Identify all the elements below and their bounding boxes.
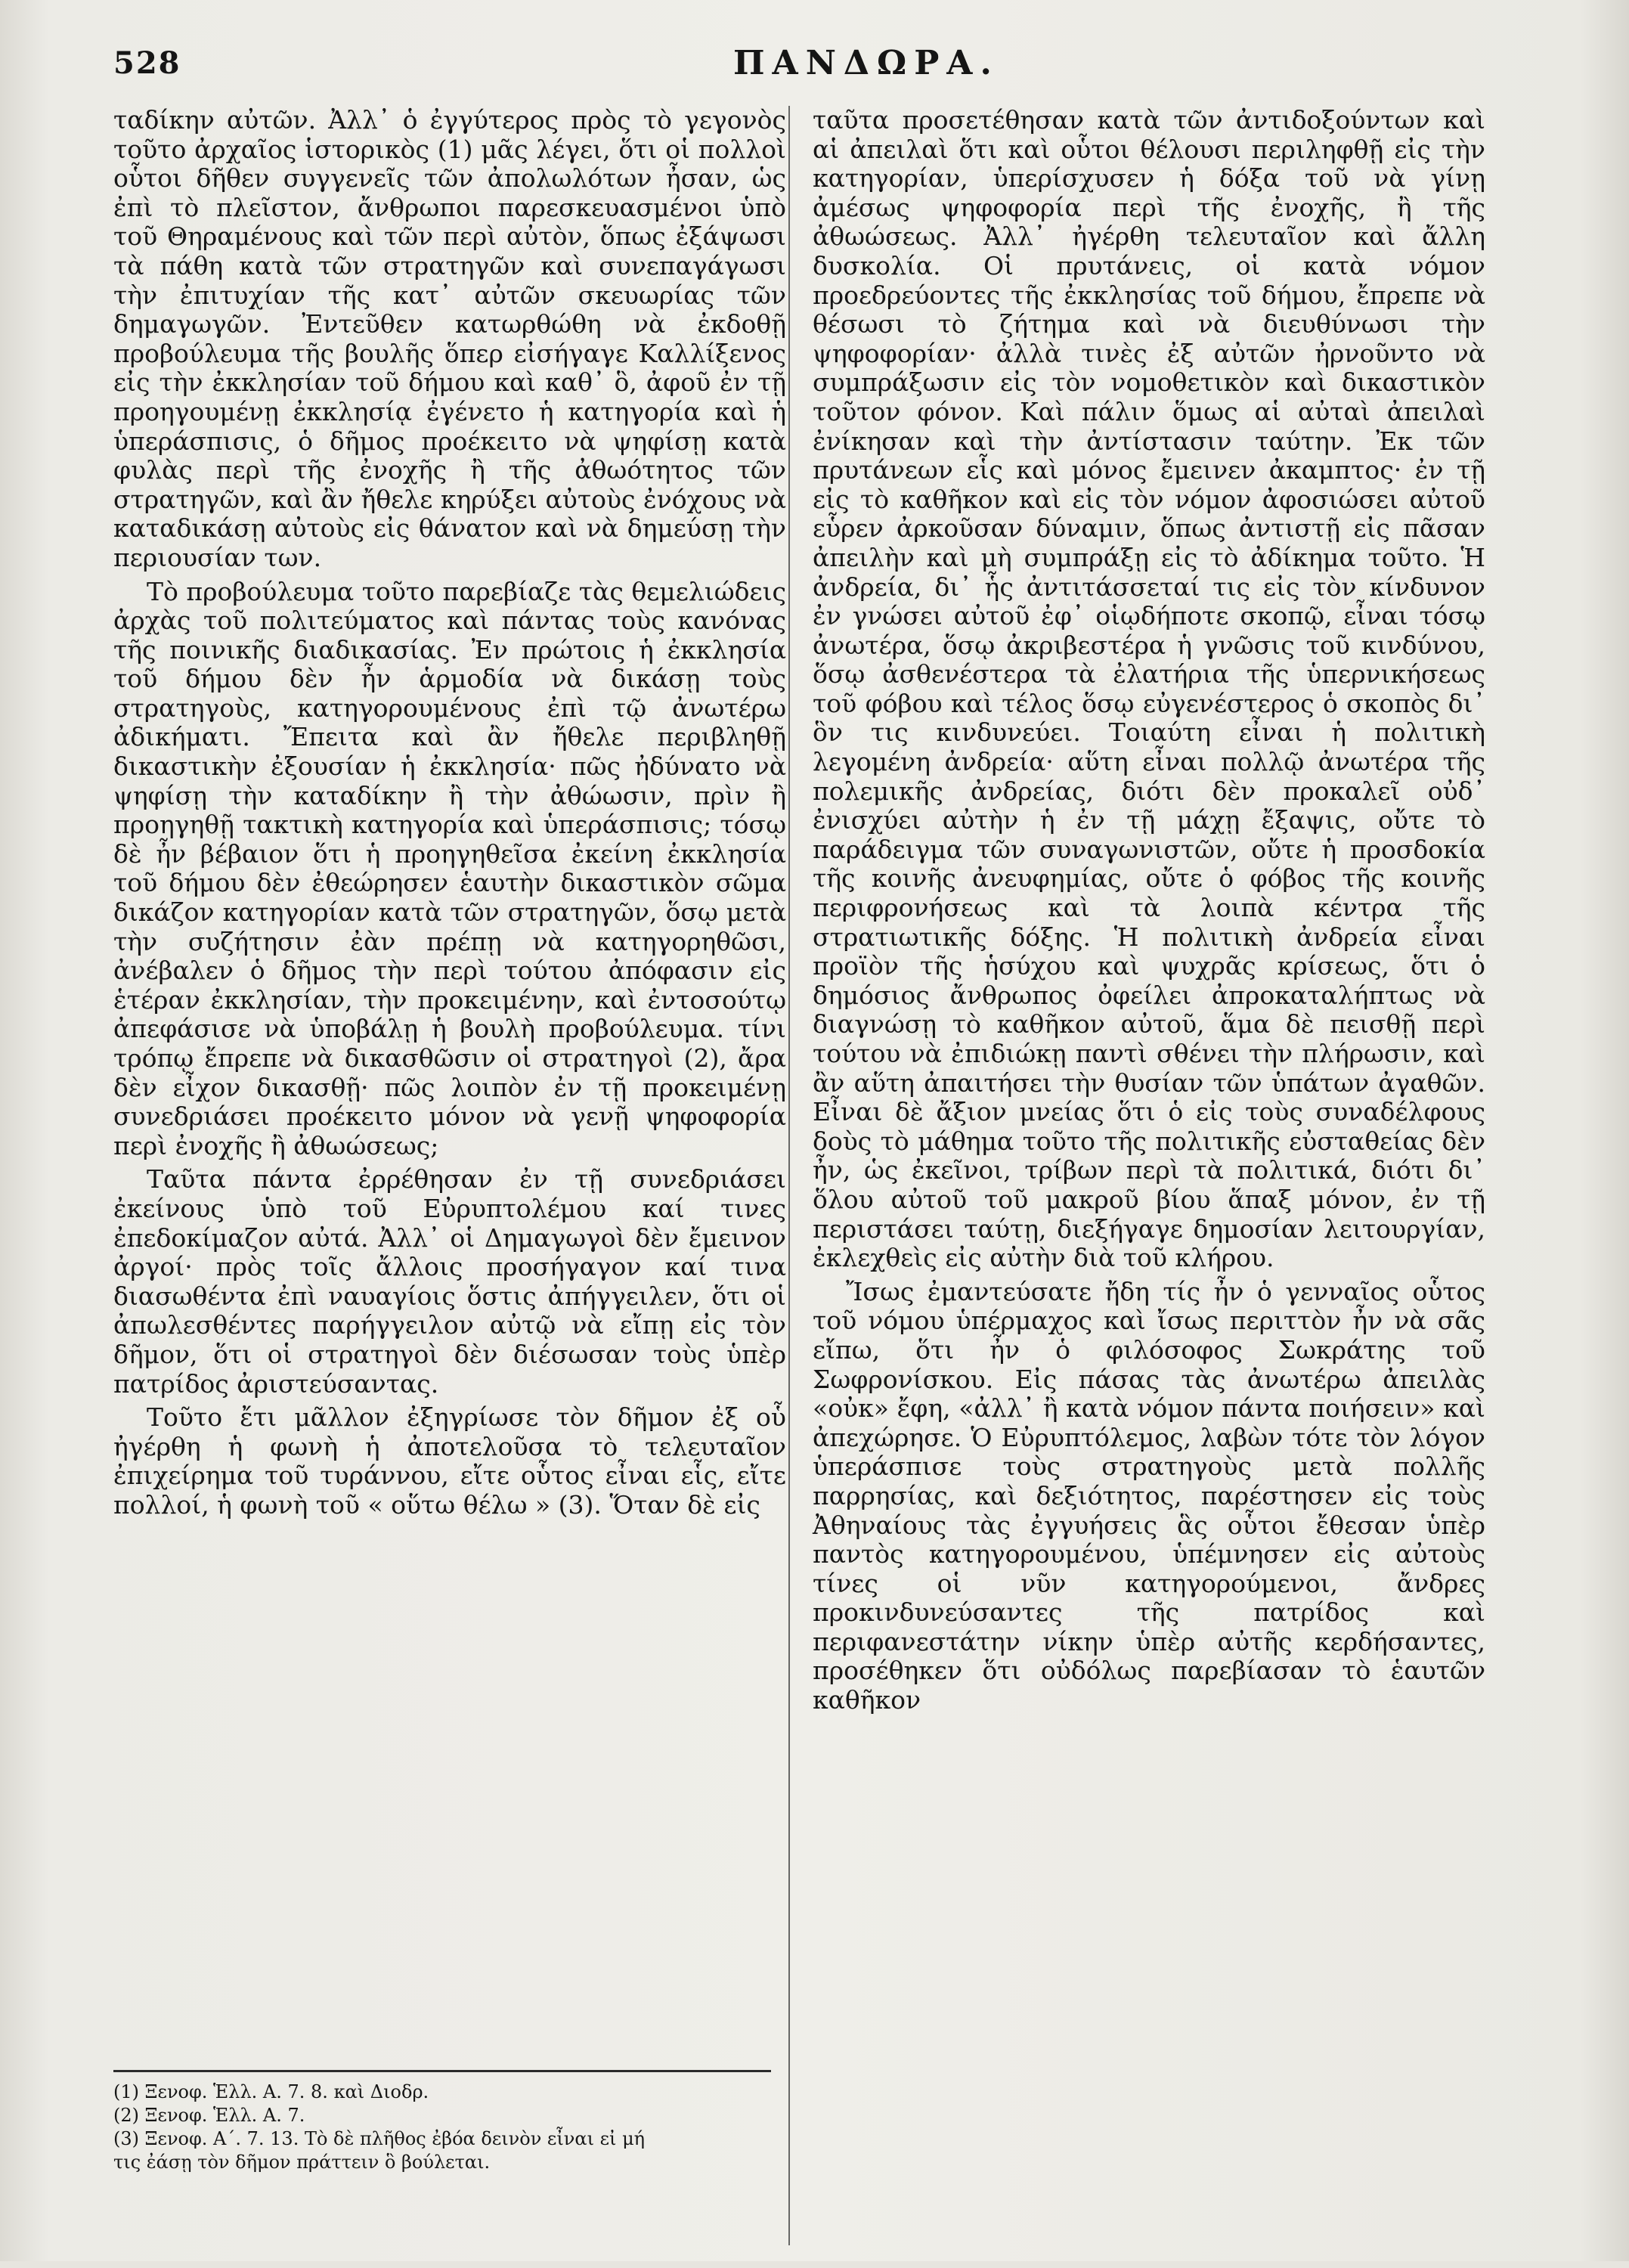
paragraph: Τοῦτο ἔτι μᾶλλον ἐξηγρίωσε τὸν δῆμον ἐξ οὗ ἠγέρθη ἡ φωνὴ ἡ ἀποτελοῦσα τὸ τελευταῖον ἐπιχείρημα τοῦ τυράννου, εἴτε οὗτος εἶναι εἷς, εἴτε πολλοί, ἡ φωνὴ τοῦ « οὕτω θέλω » (3). Ὅταν δὲ εἰς	[113, 1402, 786, 1520]
paragraph: ταῦτα προσετέθησαν κατὰ τῶν ἀντιδοξούντων καὶ αἱ ἀπειλαὶ ὅτι καὶ οὗτοι θέλουσι περιληφθῇ εἰς τὴν κατηγορίαν, ὑπερίσχυσεν ἡ δόξα τοῦ νὰ γίνῃ ἀμέσως ψηφοφορία περὶ τῆς ἐνοχῆς, ἢ τῆς ἀθωώσεως. Ἀλλ᾽ ἠγέρθη τελευταῖον καὶ ἄλλη δυσκολία. Οἱ πρυτάνεις, οἱ κατὰ νόμον προεδρεύοντες τῆς ἐκκλησίας τοῦ δήμου, ἔπρεπε νὰ θέσωσι τὸ ζήτημα καὶ νὰ διευθύνωσι τὴν ψηφοφορίαν· ἀλλὰ τινὲς ἐξ αὐτῶν ἠρνοῦντο νὰ συμπράξωσιν εἰς τὸν νομοθετικὸν καὶ δικαστικὸν τοῦτον φόνον. Καὶ πάλιν ὅμως αἱ αὐταὶ ἀπειλαὶ ἐνίκησαν καὶ τὴν ἀντίστασιν ταύτην. Ἐκ τῶν πρυτάνεων εἷς καὶ μόνος ἔμεινεν ἀκαμπτος· ἐν τῇ εἰς τὸ καθῆκον καὶ εἰς τὸν νόμον ἀφοσιώσει αὐτοῦ εὗρεν ἀρκοῦσαν δύναμιν, ὅπως ἀντιστῇ εἰς πᾶσαν ἀπειλὴν καὶ μὴ συμπράξῃ εἰς τὸ ἀδίκημα τοῦτο. Ἡ ἀνδρεία, δι᾽ ἧς ἀντιτάσσεταί τις εἰς τὸν κίνδυνον ἐν γνώσει αὐτοῦ ἐφ᾽ οἱῳδήποτε σκοπῷ, εἶναι τόσῳ ἀνωτέρα, ὅσῳ ἀκριβεστέρα ἡ γνῶσις τοῦ κινδύνου, ὅσῳ ἀσθενέστερα τὰ ἐλατήρια τῆς ὑπερνικήσεως τοῦ φόβου καὶ τέλος ὅσῳ εὐγενέστερος ὁ σκοπὸς δι᾽ ὃν τις κινδυνεύει. Τοιαύτη εἶναι ἡ πολιτικὴ λεγομένη ἀνδρεία· αὕτη εἶναι πολλῷ ἀνωτέρα τῆς πολεμικῆς ἀνδρείας, διότι δὲν προκαλεῖ οὐδ᾽ ἐνισχύει αὐτὴν ἡ ἐν τῇ μάχῃ ἔξαψις, οὔτε τὸ παράδειγμα τῶν συναγωνιστῶν, οὔτε ἡ προσδοκία τῆς κοινῆς ἀνευφημίας, οὔτε ὁ φόβος τῆς κοινῆς περιφρονήσεως καὶ τὰ λοιπὰ κέντρα τῆς στρατιωτικῆς δόξης. Ἡ πολιτικὴ ἀνδρεία εἶναι προϊὸν τῆς ἡσύχου καὶ ψυχρᾶς κρίσεως, ὅτι ὁ δημόσιος ἄνθρωπος ὀφείλει ἀπροκαταλήπτως νὰ διαγνώσῃ τὸ καθῆκον αὐτοῦ, ἅμα δὲ πεισθῇ περὶ τούτου νὰ ἐπιδιώκῃ παντὶ σθένει τὴν πλήρωσιν, καὶ ἂν αὕτη ἀπαιτήσει τὴν θυσίαν τῶν ὑπάτων ἀγαθῶν. Εἶναι δὲ ἄξιον μνείας ὅτι ὁ εἰς τοὺς συναδέλφους δοὺς τὸ μάθημα τοῦτο τῆς πολιτικῆς εὐσταθείας δὲν ἦν, ὡς ἐκεῖνοι, τρίβων περὶ τὰ πολιτικά, διότι δι᾽ ὅλου αὐτοῦ τοῦ μακροῦ βίου ἅπαξ μόνον, ἐν τῇ περιστάσει ταύτῃ, διεξήγαγε δημοσίαν λειτουργίαν, ἐκλεχθεὶς εἰς αὐτὴν διὰ τοῦ κλήρου.	[813, 105, 1485, 1273]
paragraph: ταδίκην αὐτῶν. Ἀλλ᾽ ὁ ἐγγύτερος πρὸς τὸ γεγονὸς τοῦτο ἀρχαῖος ἱστορικὸς (1) μᾶς λέγει, ὅτι οἱ πολλοὶ οὗτοι δῆθεν συγγενεῖς τῶν ἀπολωλότων ἦσαν, ὡς ἐπὶ τὸ πλεῖστον, ἄνθρωποι παρεσκευασμένοι ὑπὸ τοῦ Θηραμένους καὶ τῶν περὶ αὐτὸν, ὅπως ἐξάψωσι τὰ πάθη κατὰ τῶν στρατηγῶν καὶ συνεπαγάγωσι τὴν ἐπιτυχίαν τῆς κατ᾽ αὐτῶν σκευωρίας τῶν δημαγωγῶν. Ἐντεῦθεν κατωρθώθη νὰ ἐκδοθῇ προβούλευμα τῆς βουλῆς ὅπερ εἰσήγαγε Καλλίξενος εἰς τὴν ἐκκλησίαν τοῦ δήμου καὶ καθ᾽ ὃ, ἀφοῦ ἐν τῇ προηγουμένῃ ἐκκλησίᾳ ἐγένετο ἡ κατηγορία καὶ ἡ ὑπεράσπισις, ὁ δῆμος προέκειτο νὰ ψηφίσῃ κατὰ φυλὰς περὶ τῆς ἐνοχῆς ἢ τῆς ἀθωότητος τῶν στρατηγῶν, καὶ ἂν ἤθελε κηρύξει αὐτοὺς ἐνόχους νὰ καταδικάσῃ αὐτοὺς εἰς θάνατον καὶ νὰ δημεύσῃ τὴν περιουσίαν των.	[113, 105, 786, 572]
footnotes	[113, 2081, 779, 2174]
page-header	[113, 38, 1451, 83]
footnote-3: (3) Ξενοφ. Α΄. 7. 13. Τὸ δὲ πλῆθος ἐβόα δεινὸν εἶναι εἰ μή	[113, 2128, 646, 2149]
right-column	[813, 106, 1485, 2268]
footnote-1: (1) Ξενοφ. Ἑλλ. Α. 7. 8. καὶ Διοδρ.	[113, 2081, 429, 2102]
paragraph: Τὸ προβούλευμα τοῦτο παρεβίαζε τὰς θεμελιώδεις ἀρχὰς τοῦ πολιτεύματος καὶ πάντας τοὺς κανόνας τῆς ποινικῆς διαδικασίας. Ἐν πρώτοις ἡ ἐκκλησία τοῦ δήμου δὲν ἦν ἁρμοδία νὰ δικάσῃ τοὺς στρατηγοὺς, κατηγορουμένους ἐπὶ τῷ ἀνωτέρω ἀδικήματι. Ἔπειτα καὶ ἂν ἤθελε περιβληθῇ δικαστικὴν ἐξουσίαν ἡ ἐκκλησία· πῶς ἠδύνατο νὰ ψηφίσῃ τὴν καταδίκην ἢ τὴν ἀθώωσιν, πρὶν ἢ προηγηθῇ τακτικὴ κατηγορία καὶ ὑπεράσπισις; τόσῳ δὲ ἦν βέβαιον ὅτι ἡ προηγηθεῖσα ἐκείνη ἐκκλησία τοῦ δήμου δὲν ἐθεώρησεν ἑαυτὴν δικαστικὸν σῶμα δικάζον κατηγορίαν κατὰ τῶν στρατηγῶν, ὅσῳ μετὰ τὴν συζήτησιν ἐὰν πρέπῃ νὰ κατηγορηθῶσι, ἀνέβαλεν ὁ δῆμος τὴν περὶ τούτου ἀπόφασιν εἰς ἑτέραν ἐκκλησίαν, τὴν προκειμένην, καὶ ἐντοσούτῳ ἀπεφάσισε νὰ ὑποβάλῃ ἡ βουλὴ προβούλευμα. τίνι τρόπῳ ἔπρεπε νὰ δικασθῶσιν οἱ στρατηγοὶ (2), ἄρα δὲν εἶχον δικασθῇ· πῶς λοιπὸν ἐν τῇ προκειμένῃ συνεδριάσει προέκειτο μόνον νὰ γενῇ ψηφοφορία περὶ ἐνοχῆς ἢ ἀθωώσεως;	[113, 576, 786, 1160]
footnote-2: (2) Ξενοφ. Ἑλλ. Α. 7.	[113, 2105, 305, 2126]
paragraph: Ταῦτα πάντα ἐρρέθησαν ἐν τῇ συνεδριάσει ἐκείνους ὑπὸ τοῦ Εὐρυπτολέμου καί τινες ἐπεδοκίμαζον αὐτά. Ἀλλ᾽ οἱ Δημαγωγοὶ δὲν ἔμεινον ἀργοί· πρὸς τοῖς ἄλλοις προσήγαγον καί τινα διασωθέντα ἐπὶ ναυαγίοις ὅστις ἀπήγγειλεν, ὅτι οἱ ἀπωλεσθέντες παρήγγειλον αὐτῷ νὰ εἴπῃ εἰς τὸν δῆμον, ὅτι οἱ στρατηγοὶ δὲν διέσωσαν τοὺς ὑπὲρ πατρίδος ἀριστεύσαντας.	[113, 1164, 786, 1399]
running-title: ΠΑΝΔΩΡΑ.	[733, 44, 999, 82]
footnote-3-continued: τις ἐάσῃ τὸν δῆμον πράττειν ὃ βούλεται.	[113, 2152, 491, 2173]
paragraph: Ἴσως ἐμαντεύσατε ἤδη τίς ἦν ὁ γενναῖος οὗτος τοῦ νόμου ὑπέρμαχος καὶ ἴσως περιττὸν ἦν νὰ σᾶς εἴπω, ὅτι ἦν ὁ φιλόσοφος Σωκράτης τοῦ Σωφρονίσκου. Εἰς πάσας τὰς ἀνωτέρω ἀπειλὰς «οὐκ» ἔφη, «ἀλλ᾽ ἢ κατὰ νόμον πάντα ποιήσειν» καὶ ἀπεχώρησε. Ὁ Εὐρυπτόλεμος, λαβὼν τότε τὸν λόγον ὑπεράσπισε τοὺς στρατηγοὺς μετὰ πολλῆς παρρησίας, καὶ δεξιότητος, παρέστησεν εἰς τοὺς Ἀθηναίους τὰς ἐγγυήσεις ἃς οὗτοι ἔθεσαν ὑπὲρ παντὸς κατηγορουμένου, ὑπέμνησεν εἰς αὐτοὺς τίνες οἱ νῦν κατηγορούμενοι, ἄνδρες προκινδυνεύσαντες τῆς πατρίδος καὶ περιφανεστάτην νίκην ὑπὲρ αὐτῆς κερδήσαντες, προσέθηκεν ὅτι οὐδόλως παρεβίασαν τὸ ἑαυτῶν καθῆκον	[813, 1276, 1485, 1715]
column-divider	[788, 106, 790, 2245]
footnote-rule	[113, 2070, 771, 2072]
left-column	[113, 106, 786, 2071]
page-number: 528	[113, 45, 181, 81]
